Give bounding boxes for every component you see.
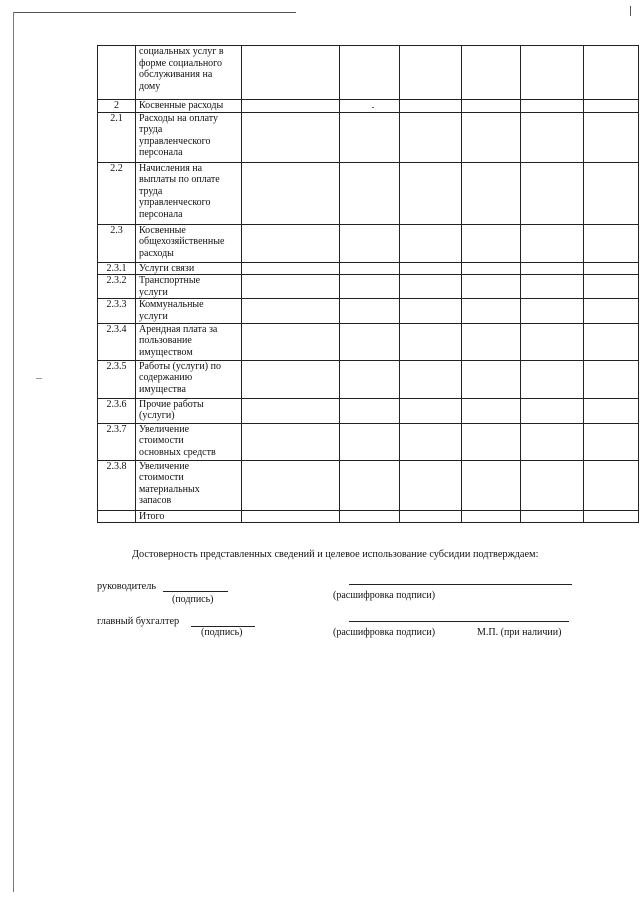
value-cell[interactable] xyxy=(242,262,340,275)
value-cell[interactable] xyxy=(400,162,462,224)
value-cell[interactable] xyxy=(584,299,639,323)
value-cell[interactable] xyxy=(400,460,462,510)
value-cell[interactable] xyxy=(462,510,521,523)
value-cell[interactable] xyxy=(340,46,400,100)
value-cell[interactable] xyxy=(242,323,340,360)
table-row xyxy=(98,423,639,460)
seal-caption: М.П. (при наличии) xyxy=(477,627,562,638)
value-cell[interactable] xyxy=(242,46,340,100)
value-cell[interactable] xyxy=(462,398,521,423)
row-label-cell: Услуги связи xyxy=(136,262,242,275)
value-cell[interactable] xyxy=(340,460,400,510)
value-cell[interactable] xyxy=(521,360,584,398)
row-label-cell: Косвенные общехозяйственные расходы xyxy=(136,224,242,262)
value-cell[interactable] xyxy=(340,423,400,460)
value-cell[interactable] xyxy=(584,423,639,460)
value-cell[interactable] xyxy=(242,224,340,262)
value-cell[interactable] xyxy=(584,162,639,224)
head-signature-caption: (подпись) xyxy=(172,594,214,605)
scan-mark xyxy=(36,378,42,379)
scan-edge-tick xyxy=(630,6,631,16)
value-cell[interactable] xyxy=(242,460,340,510)
value-cell[interactable] xyxy=(340,100,400,113)
value-cell[interactable] xyxy=(462,423,521,460)
value-cell[interactable] xyxy=(584,510,639,523)
table-row xyxy=(98,224,639,262)
row-label-cell: Увеличение стоимости основных средств xyxy=(136,423,242,460)
row-number-cell: 2.3.8 xyxy=(98,460,136,510)
value-cell[interactable] xyxy=(340,162,400,224)
value-cell[interactable] xyxy=(462,224,521,262)
table-row xyxy=(98,100,639,113)
value-cell[interactable] xyxy=(584,460,639,510)
value-cell[interactable] xyxy=(584,46,639,100)
value-cell[interactable] xyxy=(400,510,462,523)
value-cell[interactable] xyxy=(242,100,340,113)
value-cell[interactable] xyxy=(584,360,639,398)
value-cell[interactable] xyxy=(584,100,639,113)
value-cell[interactable] xyxy=(584,275,639,299)
accountant-signature-caption: (подпись) xyxy=(201,627,243,638)
value-cell[interactable] xyxy=(584,323,639,360)
expense-table xyxy=(97,45,639,523)
value-cell[interactable] xyxy=(521,224,584,262)
table-row xyxy=(98,323,639,360)
table-row xyxy=(98,46,639,100)
scan-edge-left xyxy=(13,12,14,892)
value-cell[interactable] xyxy=(242,162,340,224)
row-number-cell: 2.2 xyxy=(98,162,136,224)
row-label-cell: Работы (услуги) по содержанию имущества xyxy=(136,360,242,398)
row-number-cell: 2.3.2 xyxy=(98,275,136,299)
value-cell[interactable] xyxy=(242,423,340,460)
table-row xyxy=(98,275,639,299)
value-cell[interactable] xyxy=(462,46,521,100)
row-number-cell: 2.3.5 xyxy=(98,360,136,398)
value-cell[interactable] xyxy=(242,360,340,398)
value-cell[interactable] xyxy=(462,323,521,360)
value-cell[interactable] xyxy=(521,275,584,299)
value-cell[interactable] xyxy=(340,510,400,523)
table-row xyxy=(98,360,639,398)
value-cell[interactable] xyxy=(400,360,462,398)
value-cell[interactable] xyxy=(521,510,584,523)
row-number-cell: 2.3.6 xyxy=(98,398,136,423)
value-cell[interactable] xyxy=(400,262,462,275)
value-cell[interactable] xyxy=(462,275,521,299)
value-cell[interactable] xyxy=(400,299,462,323)
table-row xyxy=(98,510,639,523)
row-label-cell: Косвенные расходы xyxy=(136,100,242,113)
confirmation-statement: Достоверность представленных сведений и целевое использование субсидии подтверждаем: xyxy=(132,549,539,560)
row-label-cell: Итого xyxy=(136,510,242,523)
value-cell[interactable] xyxy=(462,112,521,162)
row-label-cell: Начисления на выплаты по оплате труда управленческого персонала xyxy=(136,162,242,224)
value-cell[interactable] xyxy=(242,112,340,162)
table-row xyxy=(98,460,639,510)
value-cell[interactable] xyxy=(400,112,462,162)
value-cell[interactable] xyxy=(400,398,462,423)
table-row xyxy=(98,299,639,323)
value-cell[interactable] xyxy=(242,299,340,323)
value-cell[interactable] xyxy=(340,224,400,262)
head-decoding-caption: (расшифровка подписи) xyxy=(333,590,436,601)
accountant-decoding-line[interactable] xyxy=(349,621,569,622)
value-cell[interactable] xyxy=(584,224,639,262)
head-decoding-line[interactable] xyxy=(349,584,572,585)
head-label: руководитель xyxy=(97,581,157,592)
row-label-cell: Транспортные услуги xyxy=(136,275,242,299)
scan-edge-top xyxy=(14,12,296,13)
value-cell[interactable] xyxy=(340,275,400,299)
row-number-cell: 2.3.7 xyxy=(98,423,136,460)
value-cell[interactable] xyxy=(340,262,400,275)
value-cell[interactable] xyxy=(340,299,400,323)
table-row xyxy=(98,162,639,224)
row-label-cell: Прочие работы (услуги) xyxy=(136,398,242,423)
value-cell[interactable] xyxy=(462,299,521,323)
value-cell[interactable] xyxy=(521,423,584,460)
value-cell[interactable] xyxy=(340,398,400,423)
value-cell[interactable] xyxy=(462,460,521,510)
value-cell[interactable] xyxy=(521,299,584,323)
value-cell[interactable] xyxy=(521,398,584,423)
value-cell[interactable] xyxy=(521,46,584,100)
value-cell[interactable] xyxy=(340,360,400,398)
value-cell[interactable] xyxy=(521,112,584,162)
row-number-cell: 2 xyxy=(98,100,136,113)
value-cell[interactable] xyxy=(462,360,521,398)
row-label-cell: Увеличение стоимости материальных запасов xyxy=(136,460,242,510)
row-number-cell: 2.3.3 xyxy=(98,299,136,323)
table-row xyxy=(98,112,639,162)
row-number-cell: 2.3 xyxy=(98,224,136,262)
value-cell[interactable] xyxy=(521,100,584,113)
value-cell[interactable] xyxy=(584,262,639,275)
value-cell[interactable] xyxy=(400,323,462,360)
value-cell[interactable] xyxy=(340,112,400,162)
value-cell[interactable] xyxy=(400,224,462,262)
value-cell[interactable] xyxy=(462,162,521,224)
value-cell[interactable] xyxy=(242,275,340,299)
row-label-cell: Арендная плата за пользование имуществом xyxy=(136,323,242,360)
row-number-cell: 2.3.4 xyxy=(98,323,136,360)
row-number-cell: 2.1 xyxy=(98,112,136,162)
value-cell[interactable] xyxy=(462,100,521,113)
value-cell[interactable] xyxy=(521,162,584,224)
row-number-cell xyxy=(98,510,136,523)
value-cell[interactable] xyxy=(340,323,400,360)
value-cell[interactable] xyxy=(400,100,462,113)
value-cell[interactable] xyxy=(584,112,639,162)
value-cell[interactable] xyxy=(521,323,584,360)
accountant-decoding-caption: (расшифровка подписи) xyxy=(333,627,436,638)
row-number-cell xyxy=(98,46,136,100)
value-cell[interactable] xyxy=(584,398,639,423)
table-row xyxy=(98,398,639,423)
row-label-cell: Расходы на оплату труда управленческого персонала xyxy=(136,112,242,162)
value-cell[interactable] xyxy=(462,262,521,275)
value-cell[interactable] xyxy=(400,423,462,460)
row-number-cell: 2.3.1 xyxy=(98,262,136,275)
row-label-cell: Коммунальные услуги xyxy=(136,299,242,323)
value-cell[interactable] xyxy=(242,398,340,423)
value-cell[interactable] xyxy=(521,262,584,275)
value-cell[interactable] xyxy=(400,275,462,299)
value-cell[interactable] xyxy=(521,460,584,510)
value-cell[interactable] xyxy=(242,510,340,523)
accountant-label: главный бухгалтер xyxy=(97,616,180,627)
table-row xyxy=(98,262,639,275)
row-label-cell: социальных услуг в форме социального обслуживания на дому xyxy=(136,46,242,100)
head-signature-line[interactable] xyxy=(163,591,228,592)
value-cell[interactable] xyxy=(400,46,462,100)
